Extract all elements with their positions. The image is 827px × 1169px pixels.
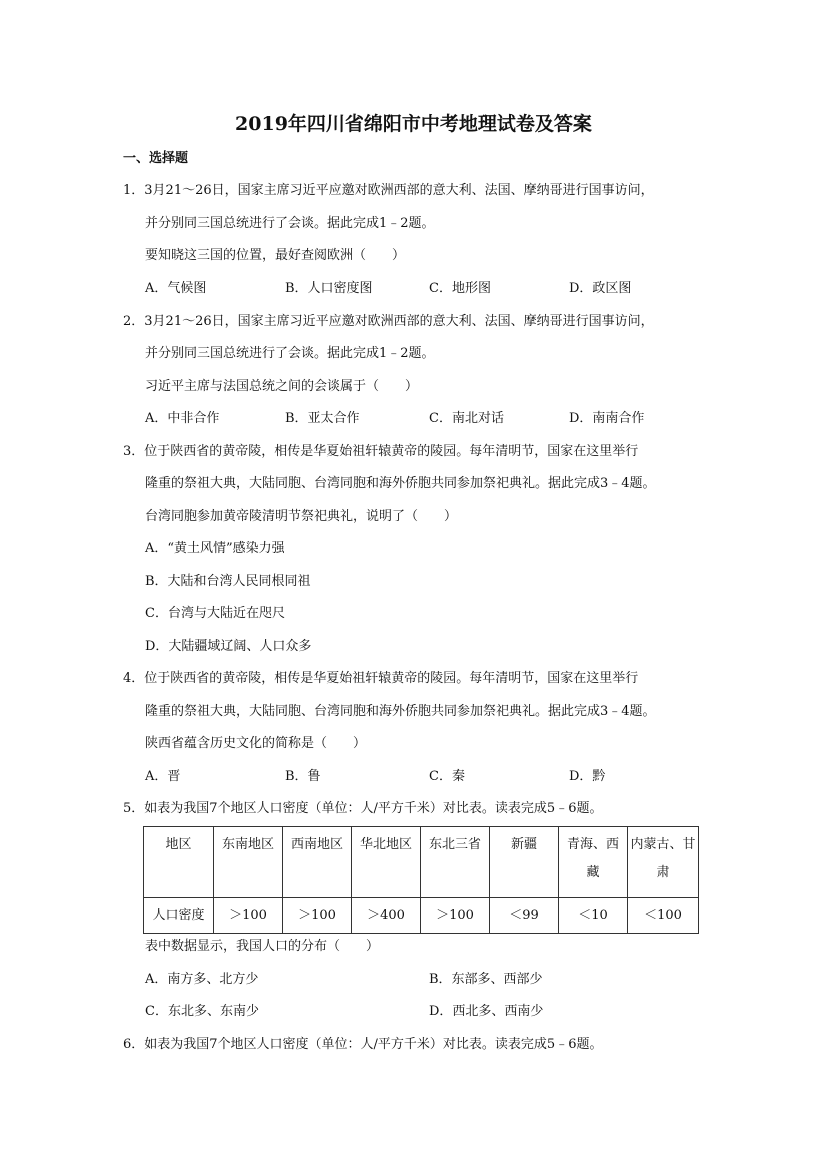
table-header-cell: 地区 [144,827,214,898]
q1-stem-line1: 1．3月21～26日，国家主席习近平应邀对欧洲西部的意大利、法国、摩纳哥进行国事访问， [123,183,654,198]
q4-option-b[interactable]: B．鲁 [285,769,321,784]
q3-option-c[interactable]: C．台湾与大陆近在咫尺 [145,606,285,621]
q5-option-a[interactable]: A．南方多、北方少 [145,972,259,987]
table-cell: ＞100 [214,898,283,934]
q3-question: 台湾同胞参加黄帝陵清明节祭祀典礼，说明了（ ） [145,509,458,524]
q5-option-d[interactable]: D．西北多、西南少 [429,1004,544,1019]
table-cell: ＞100 [421,898,490,934]
table-header-cell: 青海、西藏 [559,827,628,898]
q4-stem-line2: 隆重的祭祖大典，大陆同胞、台湾同胞和海外侨胞共同参加祭祀典礼。据此完成3﹣4题。 [145,704,656,719]
q4-question: 陕西省蕴含历史文化的简称是（ ） [145,736,367,751]
q5-question: 表中数据显示，我国人口的分布（ ） [145,939,380,954]
q4-option-a[interactable]: A．晋 [145,769,181,784]
q5-option-c[interactable]: C．东北多、东南少 [145,1004,259,1019]
q4-option-c[interactable]: C．秦 [429,769,465,784]
q5-stem-line1: 5．如表为我国7个地区人口密度（单位：人/平方千米）对比表。读表完成5﹣6题。 [123,801,603,816]
q4-option-d[interactable]: D．黔 [569,769,606,784]
page-title: 2019年四川省绵阳市中考地理试卷及答案 [235,113,592,135]
q3-stem-line2: 隆重的祭祖大典，大陆同胞、台湾同胞和海外侨胞共同参加祭祀典礼。据此完成3﹣4题。 [145,476,656,491]
q2-option-d[interactable]: D．南南合作 [569,411,645,426]
q1-option-c[interactable]: C．地形图 [429,281,491,296]
q2-option-a[interactable]: A．中非合作 [145,411,220,426]
table-header-cell: 新疆 [490,827,559,898]
q2-option-b[interactable]: B．亚太合作 [285,411,360,426]
table-header-cell: 华北地区 [352,827,421,898]
q2-question: 习近平主席与法国总统之间的会谈属于（ ） [145,379,419,394]
table-header-row [144,827,699,898]
q1-question: 要知晓这三国的位置，最好查阅欧洲（ ） [145,248,406,263]
q3-stem-line1: 3．位于陕西省的黄帝陵，相传是华夏始祖轩辕黄帝的陵园。每年清明节，国家在这里举行 [123,444,639,459]
q2-stem-line2: 并分别同三国总统进行了会谈。据此完成1﹣2题。 [145,346,435,361]
table-header-cell: 东北三省 [421,827,490,898]
table-cell: ＜10 [559,898,628,934]
table-header-cell: 内蒙古、甘肃 [628,827,699,898]
q5-option-b[interactable]: B．东部多、西部少 [429,972,543,987]
table-row [144,898,699,934]
section-heading: 一、选择题 [123,151,189,166]
population-density-table [143,826,699,934]
table-cell: ＜99 [490,898,559,934]
q2-option-c[interactable]: C．南北对话 [429,411,504,426]
q3-option-a[interactable]: A．“黄土风情”感染力强 [145,541,285,556]
q1-option-d[interactable]: D．政区图 [569,281,632,296]
q3-option-d[interactable]: D．大陆疆域辽阔、人口众多 [145,639,312,654]
table-cell: 人口密度 [144,898,214,934]
table-header-cell: 东南地区 [214,827,283,898]
q6-stem-line1: 6．如表为我国7个地区人口密度（单位：人/平方千米）对比表。读表完成5﹣6题。 [123,1037,603,1052]
table-cell: ＞400 [352,898,421,934]
q4-stem-line1: 4．位于陕西省的黄帝陵，相传是华夏始祖轩辕黄帝的陵园。每年清明节，国家在这里举行 [123,671,639,686]
q1-option-a[interactable]: A．气候图 [145,281,207,296]
q1-option-b[interactable]: B．人口密度图 [285,281,373,296]
table-header-cell: 西南地区 [283,827,352,898]
table-cell: ＜100 [628,898,699,934]
q2-stem-line1: 2．3月21～26日，国家主席习近平应邀对欧洲西部的意大利、法国、摩纳哥进行国事访问， [123,314,654,329]
table-cell: ＞100 [283,898,352,934]
q1-stem-line2: 并分别同三国总统进行了会谈。据此完成1﹣2题。 [145,216,435,231]
q3-option-b[interactable]: B．大陆和台湾人民同根同祖 [145,574,311,589]
